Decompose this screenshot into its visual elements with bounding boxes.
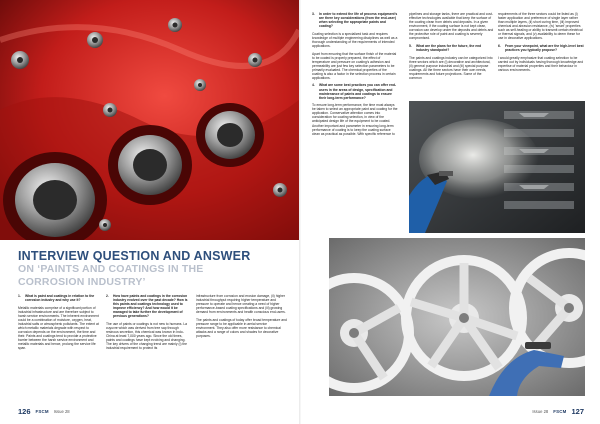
right-issue-label: Issue 28 xyxy=(532,409,549,414)
answer-5-continued: requirements of the three sectors could be listed as (i) faster application and preference of single layer rather than multiple layers, (ii) short curing time, (iii) improved chemical and abrasion resistance, (iv) 'smart' properties such as self-healing or ability to transmit certain electrical or thermal signals, and (v) availability to deem these for use in decorative applications. xyxy=(498,12,583,41)
answer-2-continued: infrastructure from corrosion and erosion damage, (ii) higher industrial throughput requiring higher temperature and pressure to operate and hence creating a need of higher performance-based coating specifications and (iii) growing demand from environments and health conscious end-users. xyxy=(196,294,286,315)
answer-4-paragraph: To ensure long-term performance, the time must always be taken to select an appropriate paint and coating for the application. Conservative attention comes into consideration for coating selection, in view of the anticipated design life of the equipment to be coated. Another important and parameter in ensuring long-term performance of coating is to keep the coating surface clean as practical as possible. With specific reference to xyxy=(312,103,398,136)
headline-subtitle-line-2: CORROSION INDUSTRY’ xyxy=(18,275,146,288)
article-headline xyxy=(18,250,288,288)
left-page-footer xyxy=(18,407,70,416)
text-column-1 xyxy=(18,294,102,354)
painted-wheels-photo xyxy=(329,238,585,396)
page-gutter xyxy=(299,0,301,424)
question-5: 5. What are the plans for the future, the end industry standpoint? xyxy=(409,43,482,52)
answer-5-paragraph: The paints and coatings industry can be categorized into three sectors which are (i) decorative and architectural, (ii) general purpose industrial and (iii) special purpose coatings. All the three sectors have their own needs, requirements and future projections. Some of the common xyxy=(409,55,493,80)
answer-3-paragraph-1: Coating selection is a specialized task and requires knowledge of multiple engineering disciplines as well as a thorough understanding of the requirements of intended applications. xyxy=(312,31,398,48)
left-issue-label: Issue 28 xyxy=(53,409,70,414)
answer-2-paragraph: The use of paints or coatings is not new to humans. La cuyuvre which was derived from tree sap through resinous secretion, this chemical was known in Indo-China at least 7,000 years ago. Since the old times, paints and coatings have kept evolving and changing. The key drivers of the changing trend are mainly (i) the industrial requirement to protect its xyxy=(106,321,188,351)
question-1: 1. What is paint and coatings in relation to the corrosion industry and why use it? xyxy=(18,294,95,303)
right-page-number: 127 xyxy=(571,407,584,416)
question-4: 4. What are some best practices you can offer end-users in the areas of design, specification and maintenance of paints and coatings to ensure their long-term performance? xyxy=(312,83,397,100)
left-page-number: 126 xyxy=(18,407,31,416)
engine-illustration xyxy=(0,0,299,240)
right-page-footer xyxy=(532,407,584,416)
question-6: 6. From your viewpoint, what are the high-level best practices you typically propose? xyxy=(498,43,584,52)
left-magazine-name: FSCM xyxy=(35,409,49,414)
text-column-6 xyxy=(498,12,585,75)
right-magazine-name: FSCM xyxy=(553,409,567,414)
text-column-2 xyxy=(106,294,190,354)
wheels-illustration xyxy=(329,238,585,396)
answer-3-paragraph-2: Apart from ensuring that the surface finish of the material to be coated is properly prepared, the effect of temperature and pressure on coating's adhesion and permeability are just few key selection parameters to be primarily evaluated. The chemical properties of the coating is also a factor in the selection process in certain applications. xyxy=(312,51,397,80)
headline-title: INTERVIEW QUESTION AND ANSWER xyxy=(18,249,251,263)
text-column-3 xyxy=(196,294,287,342)
spray-illustration xyxy=(409,101,585,233)
answer-1-paragraph: Metallic materials comprise of a significant portion of industrial infrastructure and are therefore subject to harsh service environments. The inherent environment could be a combination of moisture, oxygen, heat, industrial salts or atmospheric pollutants. The extent at which metallic materials degrade with respect to corrosion depends on the environment, the time and their. Paints and coatings tend to provide a protective barrier between the harsh service environment and metallic materials and hence, prolong the service life span. xyxy=(18,305,99,351)
text-column-4 xyxy=(312,12,398,139)
spray-coating-photo xyxy=(409,101,585,233)
answer-4-continued: pipelines and storage tanks, there are practical and cost-effective technologies available that keep the surface of the coating clean from debris and deposits. In a given environment, if the coating surface is not kept clean, corrosion can develop under the deposits and debris and the protective role of paint and coating is severely compromised. xyxy=(409,12,494,41)
question-2: 2. How have paints and coatings in the corrosion industry evolved over the past decade? How is this paints and coatings technology used to improve efficiency? And how would it be managed to take further the development of previous generations? xyxy=(106,294,188,319)
text-column-5 xyxy=(409,12,495,83)
answer-2-paragraph-2: The paints and coatings of today offer broad temperature and pressure range to be applicable in aerial service environment. They also offer more resistance to chemical attacks and a range of colors and shades for decorative purposes. xyxy=(196,317,287,339)
answer-6-paragraph: I would greatly emphasize that coating selection to be carried out by individuals having thorough knowledge and expertise of material properties and their behaviour in various environments. xyxy=(498,55,584,72)
question-3: 3. In order to extend the life of process equipment's are there key considerations (from the end-user) when selecting the appropriate paints and coating? xyxy=(312,12,398,29)
red-engine-photo xyxy=(0,0,299,240)
headline-subtitle-line-1: ON ‘PAINTS AND COATINGS IN THE xyxy=(18,263,204,275)
